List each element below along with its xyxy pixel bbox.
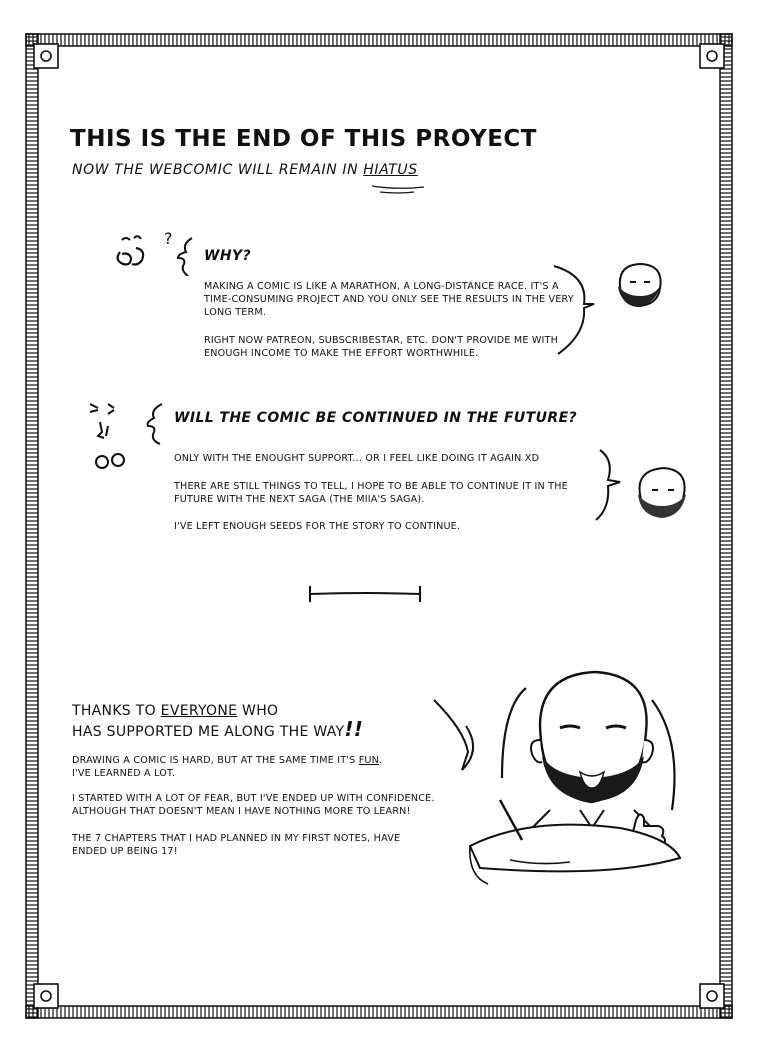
speech-bracket-icon bbox=[548, 262, 596, 358]
thanks-exclaim: !! bbox=[344, 717, 364, 741]
page-title: THIS IS THE END OF THIS PROYECT bbox=[70, 126, 537, 152]
nervous-face-icon bbox=[82, 396, 174, 474]
future-heading: WILL THE COMIC BE CONTINUED IN THE FUTURE? bbox=[174, 410, 578, 426]
bearded-head-icon bbox=[606, 256, 670, 312]
thanks-paragraph-1-line-1 bbox=[72, 754, 492, 767]
section-divider bbox=[306, 582, 426, 606]
why-paragraph-1: MAKING A COMIC IS LIKE A MARATHON, A LONG-DISTANCE RACE. IT'S A TIME-CONSUMING PROJECT AND YOU ONLY SEE THE RESULTS IN THE VERY LONG TERM. bbox=[204, 281, 574, 318]
thanks-heading bbox=[72, 702, 363, 741]
thanks-emphasis: EVERYONE bbox=[160, 703, 238, 719]
thanks-paragraph-1 bbox=[72, 754, 492, 780]
why-paragraph-2: RIGHT NOW PATREON, SUBSCRIBESTAR, ETC. DON'T PROVIDE ME WITH ENOUGH INCOME TO MAKE THE EFFORT WORTHWHILE. bbox=[204, 335, 559, 359]
speech-bracket-icon bbox=[592, 446, 628, 524]
page-subtitle bbox=[72, 162, 418, 178]
thanks-suffix: WHO bbox=[237, 703, 279, 719]
thanks-paragraph-2: I STARTED WITH A LOT OF FEAR, BUT I'VE ENDED UP WITH CONFIDENCE. ALTHOUGH THAT DOESN'T MEAN I HAVE NOTHING MORE TO LEARN! bbox=[72, 793, 435, 817]
thanks-p1-emphasis: FUN bbox=[358, 755, 380, 766]
thanks-line-2-text: HAS SUPPORTED ME ALONG THE WAY bbox=[72, 724, 345, 740]
svg-text:?: ? bbox=[164, 229, 173, 248]
future-paragraph-1: ONLY WITH THE ENOUGHT SUPPORT... OR I FEEL LIKE DOING IT AGAIN XD bbox=[174, 453, 540, 464]
subtitle-text: NOW THE WEBCOMIC WILL REMAIN IN bbox=[72, 162, 364, 178]
thanks-paragraph-3: THE 7 CHAPTERS THAT I HAD PLANNED IN MY FIRST NOTES, HAVE ENDED UP BEING 17! bbox=[72, 833, 401, 857]
thanks-p1-suffix: . bbox=[379, 755, 383, 766]
thanks-line-2 bbox=[72, 717, 364, 741]
thanks-paragraph-1-line-2: I'VE LEARNED A LOT. bbox=[72, 768, 176, 779]
thanks-p1-prefix: DRAWING A COMIC IS HARD, BUT AT THE SAME TIME IT'S bbox=[72, 755, 359, 766]
future-paragraph-2: THERE ARE STILL THINGS TO TELL, I HOPE TO BE ABLE TO CONTINUE IT IN THE FUTURE WITH THE NEXT SAGA (THE MIIA'S SAGA). bbox=[174, 481, 568, 505]
why-heading: WHY? bbox=[204, 248, 252, 264]
future-paragraph-3: I'VE LEFT ENOUGH SEEDS FOR THE STORY TO CONTINUE. bbox=[174, 521, 461, 532]
author-portrait-icon bbox=[430, 660, 700, 900]
thanks-prefix: THANKS TO bbox=[72, 703, 161, 719]
subtitle-emphasis: HIATUS bbox=[363, 162, 418, 178]
thanks-line-1 bbox=[72, 702, 363, 720]
confused-face-icon bbox=[108, 226, 203, 276]
bearded-head-icon bbox=[626, 460, 696, 524]
hiatus-underline-icon bbox=[368, 183, 428, 195]
